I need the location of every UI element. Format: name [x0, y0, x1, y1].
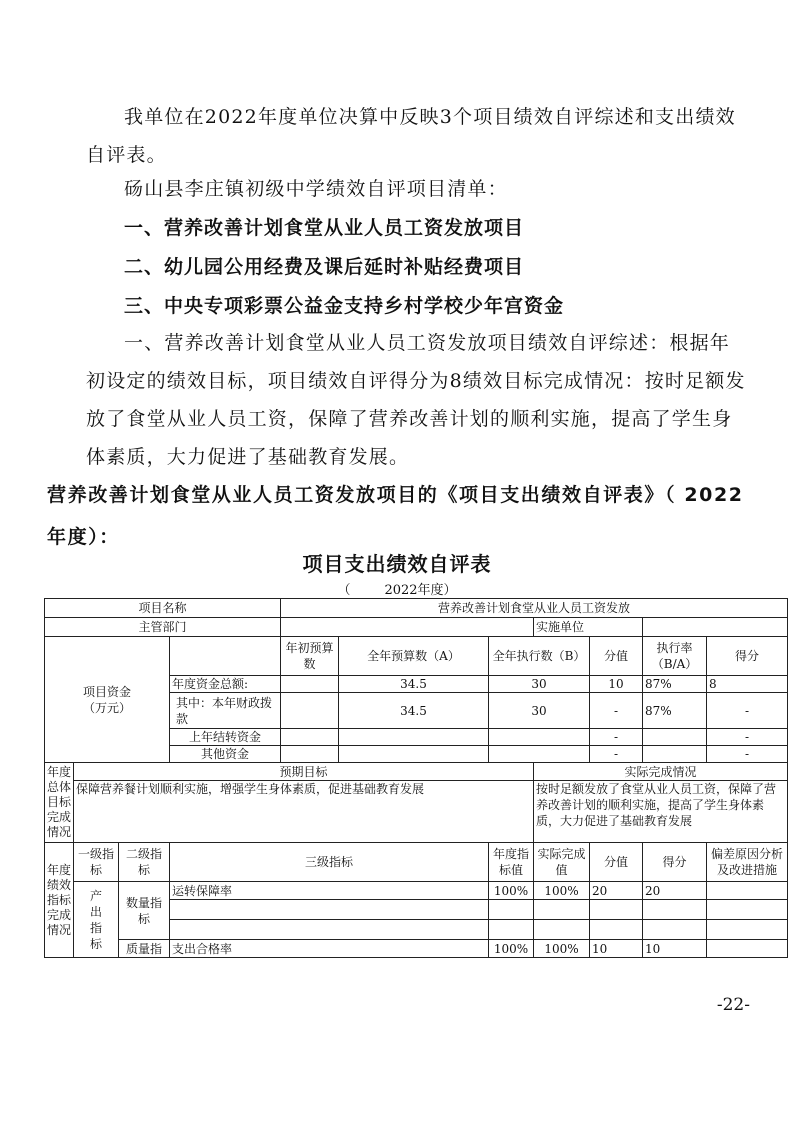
fund-score: - [707, 729, 788, 746]
project-name-value: 营养改善计划食堂从业人员工资发放 [281, 599, 788, 618]
indicator-actual: 100% [534, 882, 590, 900]
table-year [0, 579, 794, 598]
ind-h3: 三级指标 [170, 843, 489, 882]
indicator-score [643, 920, 707, 940]
fund-rate: 87% [643, 693, 707, 729]
level2-quality: 质量指 [119, 940, 170, 958]
expected-goal-label: 预期目标 [74, 763, 534, 781]
level1-output: 产出指标 [74, 882, 119, 958]
fund-exec [489, 746, 590, 763]
indicator-reason [707, 940, 788, 958]
indicator-target [489, 920, 534, 940]
fund-full [339, 729, 489, 746]
intro-paragraph: 我单位在2022年度单位决算中反映3个项目绩效自评综述和支出绩效自评表。 [86, 106, 736, 166]
ind-h6: 分值 [590, 843, 643, 882]
fund-label: 年度资金总额: [170, 676, 281, 693]
fund-label: 其他资金 [170, 746, 281, 763]
indicator-actual: 100% [534, 940, 590, 958]
project-name-label: 项目名称 [45, 599, 281, 618]
ind-h5: 实际完成值 [534, 843, 590, 882]
fund-rate [643, 729, 707, 746]
funds-header-blank [170, 637, 281, 676]
indicator-actual [534, 920, 590, 940]
indicator-reason [707, 920, 788, 940]
year-open-paren: （ [337, 583, 351, 598]
indicator-name: 运转保障率 [170, 882, 489, 900]
fund-score: - [707, 746, 788, 763]
indicator-section-label: 年度绩效指标完成情况 [45, 843, 74, 958]
fund-label: 其中：本年财政拨款 [170, 693, 281, 729]
ind-h4: 年度指标值 [489, 843, 534, 882]
indicator-actual [534, 900, 590, 920]
actual-label: 实际完成情况 [534, 763, 788, 781]
fund-init [281, 693, 339, 729]
ind-h2: 二级指标 [119, 843, 170, 882]
fund-score: 8 [707, 676, 788, 693]
table-title: 项目支出绩效自评表 [302, 552, 492, 576]
fund-full: 34.5 [339, 676, 489, 693]
level2-quantity: 数量指标 [119, 882, 170, 940]
table-heading: 营养改善计划食堂从业人员工资发放项目的《项目支出绩效自评表》（ 2022年度）： [47, 484, 744, 548]
fund-exec [489, 729, 590, 746]
performance-table [44, 598, 788, 958]
actual-text: 按时足额发放了食堂从业人员工资，保障了营养改善计划的顺利实施，提高了学生身体素质，大力促进了基础教育发展 [534, 781, 788, 843]
col-score-value: 分值 [590, 637, 643, 676]
indicator-target: 100% [489, 940, 534, 958]
fund-value: 10 [590, 676, 643, 693]
fund-init [281, 746, 339, 763]
page-number: -22- [716, 995, 750, 1015]
list-item-2: 二、幼儿园公用经费及课后延时补贴经费项目 [124, 256, 525, 278]
fund-value: - [590, 729, 643, 746]
fund-exec: 30 [489, 693, 590, 729]
year-value: 2022年度） [384, 583, 457, 598]
indicator-score: 10 [643, 940, 707, 958]
fund-exec: 30 [489, 676, 590, 693]
indicator-value [590, 900, 643, 920]
fund-init [281, 676, 339, 693]
summary-paragraph: 一、营养改善计划食堂从业人员工资发放项目绩效自评综述：根据年初设定的绩效目标，项目绩效自评得分为8绩效目标完成情况：按时足额发放了食堂从业人员工资，保障了营养改善计划的顺利实施，提高了学生身体素质，大力促进了基础教育发展。 [86, 332, 746, 468]
ind-h7: 得分 [643, 843, 707, 882]
col-score: 得分 [707, 637, 788, 676]
fund-score: - [707, 693, 788, 729]
impl-label: 实施单位 [534, 618, 643, 637]
fund-full: 34.5 [339, 693, 489, 729]
funds-label: 项目资金 （万元） [45, 637, 170, 763]
indicator-reason [707, 882, 788, 900]
col-budget-init: 年初预算数 [281, 637, 339, 676]
indicator-name: 支出合格率 [170, 940, 489, 958]
indicator-name [170, 920, 489, 940]
indicator-target [489, 900, 534, 920]
indicator-target: 100% [489, 882, 534, 900]
indicator-reason [707, 900, 788, 920]
fund-value: - [590, 746, 643, 763]
indicator-row [45, 882, 788, 900]
ind-h1: 一级指标 [74, 843, 119, 882]
col-budget-full: 全年预算数（A） [339, 637, 489, 676]
indicator-name [170, 900, 489, 920]
annual-goal-label: 年度总体目标完成情况 [45, 763, 74, 843]
indicator-value: 20 [590, 882, 643, 900]
impl-value [643, 618, 788, 637]
indicator-value [590, 920, 643, 940]
dept-label: 主管部门 [45, 618, 281, 637]
indicator-score [643, 900, 707, 920]
indicator-row [45, 940, 788, 958]
col-exec: 全年执行数（B） [489, 637, 590, 676]
list-item-1: 一、营养改善计划食堂从业人员工资发放项目 [124, 217, 525, 239]
expected-goal-text: 保障营养餐计划顺利实施，增强学生身体素质，促进基础教育发展 [74, 781, 534, 843]
list-title: 砀山县李庄镇初级中学绩效自评项目清单： [124, 178, 508, 200]
indicator-value: 10 [590, 940, 643, 958]
fund-full [339, 746, 489, 763]
fund-rate: 87% [643, 676, 707, 693]
fund-rate [643, 746, 707, 763]
dept-value [281, 618, 534, 637]
list-item-3: 三、中央专项彩票公益金支持乡村学校少年宫资金 [124, 295, 565, 317]
ind-h8: 偏差原因分析及改进措施 [707, 843, 788, 882]
indicator-score: 20 [643, 882, 707, 900]
fund-init [281, 729, 339, 746]
col-exec-rate: 执行率（B/A） [643, 637, 707, 676]
fund-label: 上年结转资金 [170, 729, 281, 746]
fund-value: - [590, 693, 643, 729]
